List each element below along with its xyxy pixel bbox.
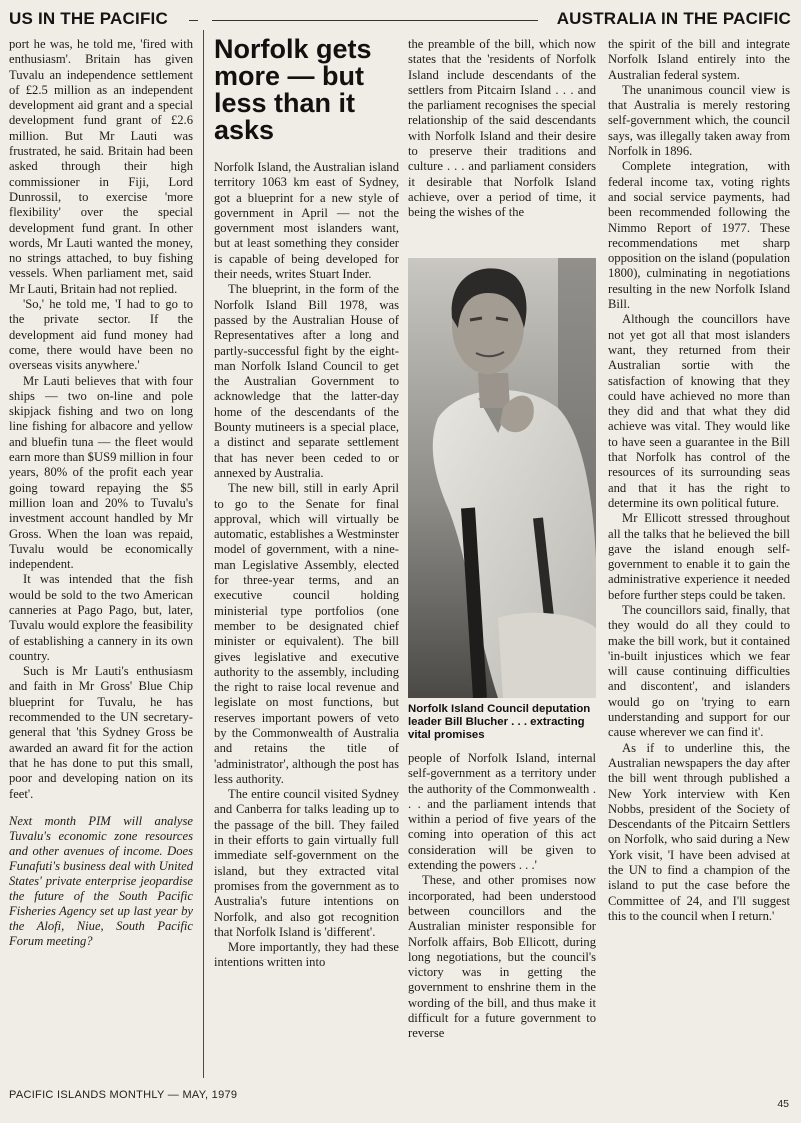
header-rule-left bbox=[189, 20, 198, 21]
col4-paragraph: As if to underline this, the Australian newspapers the day after the bill went through published a New York interview with Ken Nobbs, president of the Society of Descendants of the Pitcairn Settlers on Norfolk, who said during a New York visit, 'I have been advised at the UN to find a champion of the island to put the case before the Committee of 24, and I'll suggest this to the council when I return.' bbox=[608, 740, 790, 923]
photo-caption: Norfolk Island Council deputation leader Bill Blucher . . . extracting vital promises bbox=[408, 703, 591, 741]
col2-paragraph: The new bill, still in early April to go to the Senate for final approval, which will virtually be automatic, establishes a Westminster model of government, with a nine-man Legislative Assembly, elected for three-year terms, and an executive council holding ministerial type portfolios (one member to be designated chief minister or equivalent). The bill gives legislative and executive authority to the assembly, including the right to raise local revenue and legislate on most functions, but reserves important powers of veto by the Commonwealth of Australia and retains the title of 'administrator', although the post has less authority. bbox=[214, 481, 399, 786]
editor-note: Next month PIM will analyse Tuvalu's economic zone resources and other avenues of income. Does Funafuti's business deal with United States' private enterprise jeopardise the future of the South Pacific Fisheries Agency set up last year by the Alofi, Niue, South Pacific Forum meeting? bbox=[9, 813, 193, 948]
col3-paragraph: These, and other promises now incorporated, had been understood between councillors and the Australian minister responsible for Norfolk affairs, Bob Ellicott, during long negotiations, but the council's victory was in getting the government to enshrine them in the wording of the bill, and thus make it difficult for a future government to reverse bbox=[408, 873, 596, 1041]
col1-paragraph: Such is Mr Lauti's enthusiasm and faith in Mr Gross' Blue Chip blueprint for Tuvalu, he has recommended to the UN secretary-general that 'this Sydney Gross be awarded an award fit for the action that he has done to put this small, poor and developing nation on its feet'. bbox=[9, 664, 193, 801]
col4-paragraph: The unanimous council view is that Australia is merely restoring self-government which, the council says, was illegally taken away from Norfolk in 1896. bbox=[608, 82, 790, 159]
col2-paragraph: Norfolk Island, the Australian island territory 1063 km east of Sydney, got a blueprint for a new style of government in April — not the government most islanders want, but at least something they consider is capable of being developed for their needs, writes Stuart Inder. bbox=[214, 160, 399, 282]
col4-paragraph: Although the councillors have not yet got all that most islanders want, they returned from their Australian sortie with the satisfaction of knowing that they could have achieved no more than they did and that what they did achieve was vital. They would like to have seen a guarantee in the Bill that Norfolk has control of the resources of its surrounding seas and that it has the right to determine its own political future. bbox=[608, 312, 790, 510]
section-header-left: US IN THE PACIFIC bbox=[9, 9, 168, 28]
column-1 bbox=[9, 37, 193, 1082]
column-4 bbox=[608, 37, 790, 1082]
col4-paragraph: Complete integration, with federal income tax, voting rights and social service payments, had been recommended following the Nimmo Report of 1977. These recommendations met sharp opposition on the island (population 1800), culminating in negotiations resulting in the new Norfolk Island Bill. bbox=[608, 159, 790, 312]
col4-paragraph: Mr Ellicott stressed throughout all the talks that he believed the bill gave the island enough self-government to enable it to gain the administrative experience it needed before further steps could be taken. bbox=[608, 511, 790, 602]
col2-paragraph: More importantly, they had these intentions written into bbox=[214, 940, 399, 970]
col4-paragraph: the spirit of the bill and integrate Norfolk Island entirely into the Australian federal system. bbox=[608, 37, 790, 82]
header-rule-right bbox=[212, 20, 538, 21]
col3-paragraph: the preamble of the bill, which now states that the 'residents of Norfolk Island include descendants of the settlers from Pitcairn Island . . . and the parliament recognises the special relationship of the said descendants with Norfolk Island and their desire to preserve their traditions and culture . . . and parliament considers it desirable that Norfolk Island achieve, over a period of time, it being the wishes of the bbox=[408, 37, 596, 220]
col3-paragraph: people of Norfolk Island, internal self-government as a territory under the authority of the Commonwealth . . . and the parliament intends that within a period of five years of the coming into operation of this act consideration will be given to extending the powers . . .' bbox=[408, 751, 596, 873]
col4-paragraph: The councillors said, finally, that they would do all they could to make the bill work, but it contained 'in-built injustices which we fear will cause continuing difficulties and discontent', and islanders would go on 'trying to earn understanding and support for our cause wherever we can find it'. bbox=[608, 602, 790, 740]
footer-publication: PACIFIC ISLANDS MONTHLY — MAY, 1979 bbox=[9, 1089, 238, 1101]
column-3-bottom bbox=[408, 751, 596, 1082]
page-number: 45 bbox=[777, 1098, 789, 1110]
column-2 bbox=[214, 160, 399, 1082]
column-divider bbox=[203, 30, 204, 1078]
section-header-right: AUSTRALIA IN THE PACIFIC bbox=[556, 9, 791, 28]
col1-paragraph: 'So,' he told me, 'I had to go to the private sector. If the development aid fund money had come, there would have been no overseas visits anywhere.' bbox=[9, 297, 193, 373]
portrait-photo bbox=[408, 258, 596, 698]
column-3-top bbox=[408, 37, 596, 252]
col1-paragraph: port he was, he told me, 'fired with enthusiasm'. Britain has given Tuvalu an independence settlement of £2.5 million as an independent development aid grant and a special development fund grant of £2.6 million. But Mr Lauti was frustrated, he said. Britain had been asked through their high commissioner in Fiji, Lord Dunrossil, to exercise 'more flexibility' over the special development fund grant. In other words, Mr Lauti wanted the money, no strings attached, to buy fishing vessels. When parliament met, said Mr Lauti, Britain had not replied. bbox=[9, 37, 193, 296]
col2-paragraph: The entire council visited Sydney and Canberra for talks leading up to the passage of the bill. They failed in their efforts to gain virtually full immediate self-government on the island, but they extracted vital promises from the government as to Australia's future intentions on Norfolk, and also got recognition that Norfolk Island is 'different'. bbox=[214, 787, 399, 939]
article-headline: Norfolk gets more — but less than it asks bbox=[214, 34, 372, 145]
col1-paragraph: It was intended that the fish would be sold to the two American canneries at Pago Pago, but, later, Tuvalu would explore the feasibility of establishing a cannery in its own country. bbox=[9, 572, 193, 663]
col1-paragraph: Mr Lauti believes that with four ships — two on-line and pole skipjack fishing and two on long line fishing for albacore and yellow and bluefin tuna — the fleet would earn more than $US9 million in four years, 80% of the profit each year going toward repaying the $5 million loan and 20% to Tuvalu's investment account handled by Mr Gross. When the loan was repaid, Tuvalu would be economically independent. bbox=[9, 373, 193, 572]
col2-paragraph: The blueprint, in the form of the Norfolk Island Bill 1978, was passed by the Australian House of Representatives after a long and partly-successful fight by the eight-man Norfolk Island Council to get the Australian Government to acknowledge that the latter-day home of the descendants of the Bounty mutineers is a special place, a distinct and separate settlement that has never been ceded to or annexed by Australia. bbox=[214, 282, 399, 480]
